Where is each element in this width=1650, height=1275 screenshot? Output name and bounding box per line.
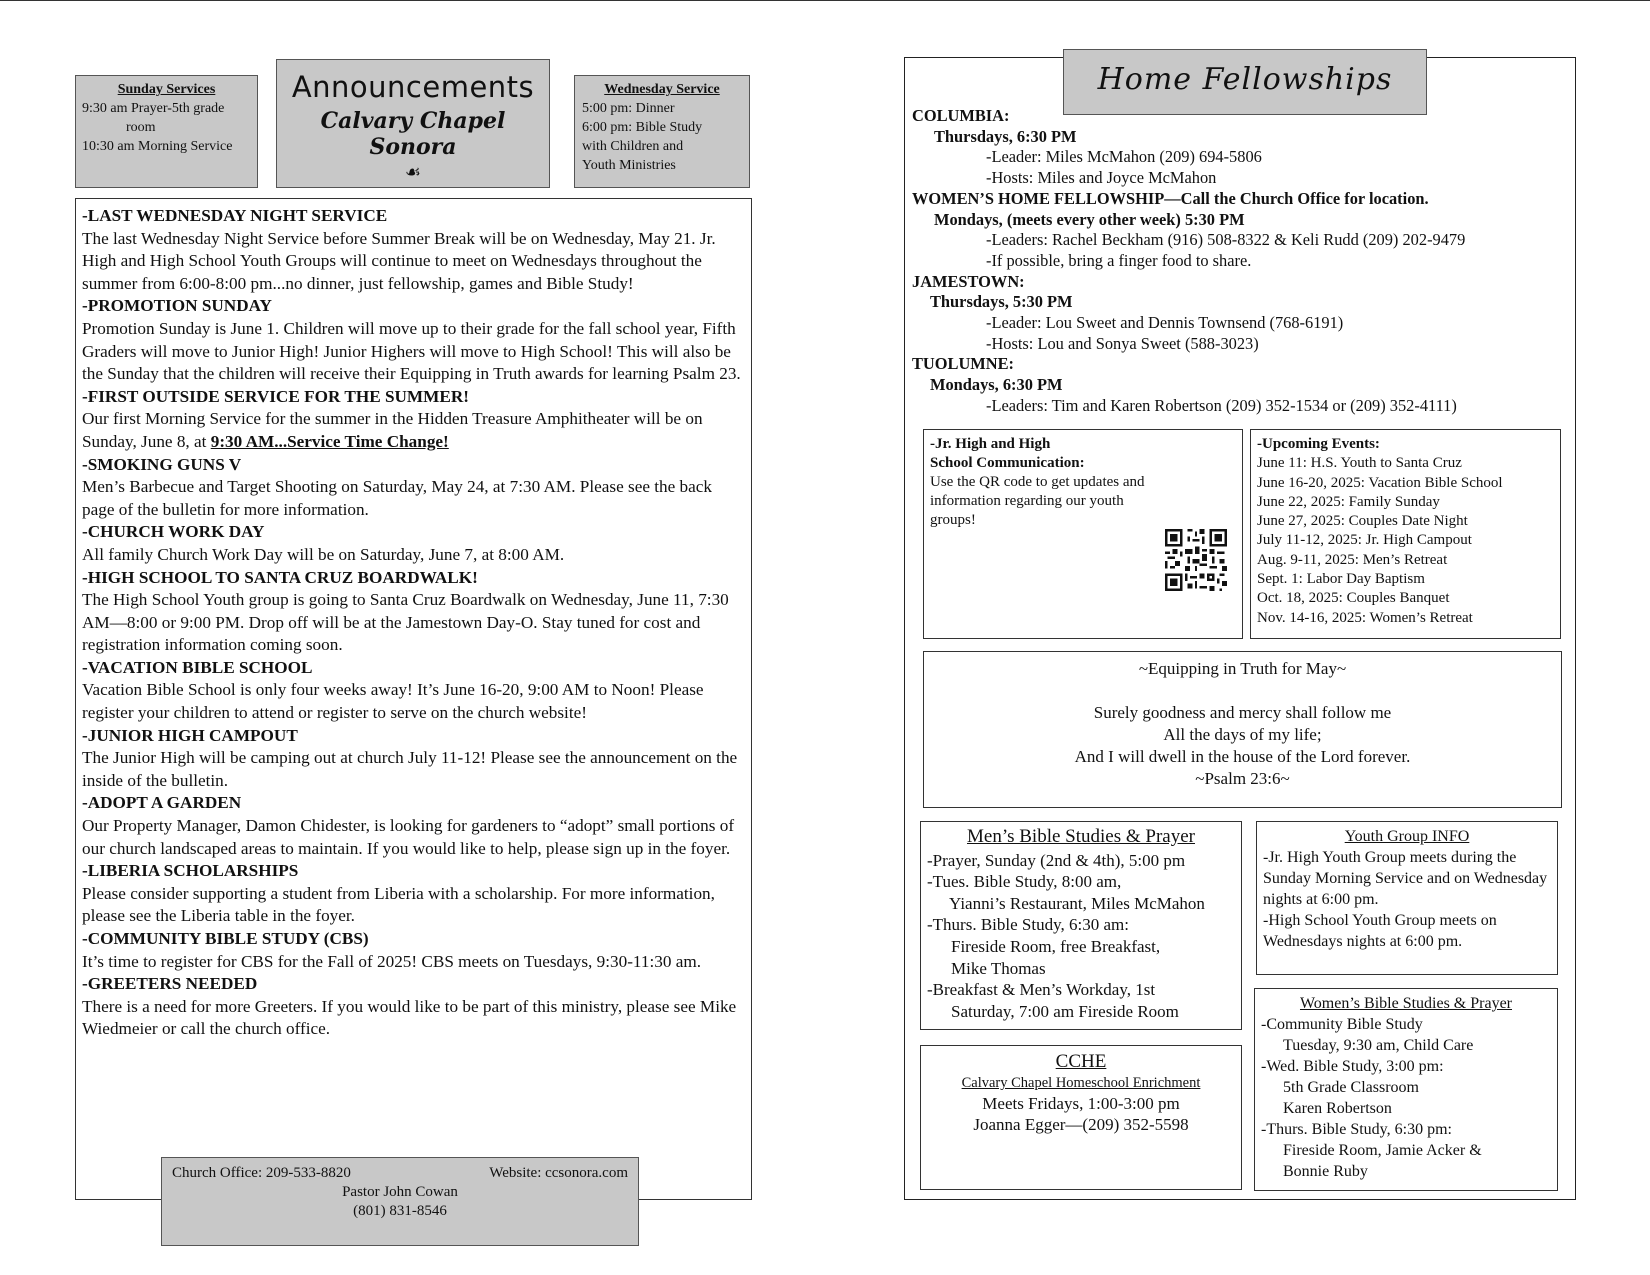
announcement-body: Please consider supporting a student from Liberia with a scholarship. For more information, please see the Liberia table in the foyer. [82,883,715,926]
mens-line: Saturday, 7:00 am Fireside Room [951,1001,1179,1021]
announcement-item [82,973,745,1041]
youth-title: Youth Group INFO [1344,828,1470,845]
announcement-body: It’s time to register for CBS for the Fall of 2025! CBS meets on Tuesdays, 9:30-11:30 am. [82,951,702,971]
fellowship-columbia-leader: -Leader: Miles McMahon (209) 694-5806 [986,147,1262,167]
womens-bible-studies-box [1254,988,1558,1191]
womens-line: 5th Grade Classroom [1283,1079,1419,1096]
sunday-line-2: room [126,120,156,135]
sunday-services-title: Sunday Services [117,82,216,97]
equipping-title: ~Equipping in Truth for May~ [1138,659,1347,678]
fellowship-tuolumne-leaders: -Leaders: Tim and Karen Robertson (209) 352-1534 or (209) 352-4111) [986,395,1457,415]
page-top-rule [0,0,1650,1]
list-item: June 22, 2025: Family Sunday [1257,493,1440,510]
fellowship-tuolumne-name: TUOLUMNE: [912,354,1014,374]
fellowship-womens-leaders: -Leaders: Rachel Beckham (916) 508-8322 & Keli Rudd (209) 202-9479 [986,230,1466,250]
announcement-body: Our first Morning Service for the summer in the Hidden Treasure Amphitheater will be on Sunday, June 8, at [82,409,703,451]
announcement-heading: -SMOKING GUNS V [82,454,242,474]
wednesday-service-box [574,75,750,188]
announcement-heading: -GREETERS NEEDED [82,974,258,994]
ornament-icon: ☙ [404,162,422,182]
qr-code-icon[interactable] [1165,529,1227,591]
list-item: June 11: H.S. Youth to Santa Cruz [1257,455,1462,472]
announcement-item [82,567,745,657]
announcement-item [82,454,745,522]
womens-line: -Thurs. Bible Study, 6:30 pm: [1261,1121,1452,1138]
announcement-body: The Junior High will be camping out at church July 11-12! Please see the announcement on the inside of the bulletin. [82,748,738,790]
announcement-heading: -LIBERIA SCHOLARSHIPS [82,861,299,881]
announcement-heading: -COMMUNITY BIBLE STUDY (CBS) [82,929,369,948]
church-website-link[interactable]: Website: ccsonora.com [489,1165,628,1181]
jr-high-title-1: -Jr. High and High [930,436,1051,452]
fellowship-jamestown-name: JAMESTOWN: [912,271,1025,291]
list-item: July 11-12, 2025: Jr. High Campout [1257,532,1472,549]
office-row [168,1164,632,1183]
announcement-body: The High School Youth group is going to Santa Cruz Boardwalk on Wednesday, June 11, 7:30 AM—8:00 or 9:00 PM. Drop off will be at the Jamestown Day-O. Stay tuned for cost and registration information coming soon. [82,590,729,655]
womens-line: Fireside Room, Jamie Acker & [1283,1142,1482,1159]
announcement-body-wrap [82,408,745,453]
womens-line: Karen Robertson [1283,1100,1392,1117]
upcoming-events-box [1250,429,1561,639]
upcoming-title: -Upcoming Events: [1257,436,1380,452]
fellowship-womens-when: Mondays, (meets every other week) 5:30 PM [934,209,1245,229]
verse-line-2: All the days of my life; [1163,725,1322,744]
cche-box [920,1045,1242,1190]
mens-line: Mike Thomas [951,958,1046,978]
announcement-item [82,928,745,973]
womens-line: -Community Bible Study [1261,1016,1423,1033]
youth-group-info-box [1256,821,1558,975]
cche-contact: Joanna Egger—(209) 352-5598 [973,1115,1189,1134]
home-fellowships-title: Home Fellowships [1063,49,1427,115]
womens-line: Tuesday, 9:30 am, Child Care [1283,1037,1474,1054]
fellowship-jamestown-hosts: -Hosts: Lou and Sonya Sweet (588-3023) [986,333,1259,353]
cche-title: CCHE [1055,1051,1107,1072]
wednesday-line-1: 5:00 pm: Dinner [582,101,675,116]
list-item: June 16-20, 2025: Vacation Bible School [1257,474,1503,491]
spacer [930,680,1555,702]
fellowship-jamestown-when: Thursdays, 5:30 PM [930,292,1073,312]
fellowship-columbia-hosts: -Hosts: Miles and Joyce McMahon [986,168,1217,188]
announcement-item [82,657,745,725]
womens-line: Bonnie Ruby [1283,1163,1368,1180]
jr-high-title-2: School Communication: [930,455,1085,471]
announcement-item [82,386,745,454]
verse-line-3: And I will dwell in the house of the Lord forever. [1074,747,1411,766]
announcement-heading: -HIGH SCHOOL TO SANTA CRUZ BOARDWALK! [82,567,478,587]
wednesday-service-title: Wednesday Service [604,82,720,97]
equipping-in-truth-box [923,651,1562,808]
womens-title: Women’s Bible Studies & Prayer [1299,995,1513,1012]
list-item: Sept. 1: Labor Day Baptism [1257,571,1425,588]
announcements-list [75,198,752,1200]
office-phone: Church Office: 209-533-8820 [172,1165,351,1181]
jr-high-body: Use the QR code to get updates and information regarding our youth groups! [930,474,1145,528]
announcement-item [82,295,745,385]
announcement-body: All family Church Work Day will be on Saturday, June 7, at 8:00 AM. [82,544,565,564]
mens-title: Men’s Bible Studies & Prayer [967,826,1195,847]
youth-paragraph-1: -Jr. High Youth Group meets during the Sunday Morning Service and on Wednesday nights at 6:00 pm. [1263,849,1548,908]
announcement-heading: -ADOPT A GARDEN [82,793,242,813]
mens-line: -Prayer, Sunday (2nd & 4th), 5:00 pm [927,850,1186,870]
list-item: June 27, 2025: Couples Date Night [1257,513,1468,530]
announcement-heading: -VACATION BIBLE SCHOOL [82,657,313,677]
mens-line: -Breakfast & Men’s Workday, 1st [927,980,1156,1000]
cche-subtitle: Calvary Chapel Homeschool Enrichment [961,1075,1201,1091]
announcement-item [82,725,745,793]
wednesday-line-3: with Children and [582,139,684,154]
mens-line: Yianni’s Restaurant, Miles McMahon [949,893,1205,913]
announcement-body: The last Wednesday Night Service before Summer Break will be on Wednesday, May 21. Jr. High and High School Youth Groups will continue to meet on Wednesdays throughout the summer from 6:00-8:00 pm...no dinner, just fellowship, games and Bible Study! [82,228,716,293]
announcement-body: There is a need for more Greeters. If you would like to be part of this ministry, please see Mike Wiedmeier or call the church office. [82,996,737,1039]
announcement-body: Promotion Sunday is June 1. Children will move up to their grade for the fall school year, Fifth Graders will move to Junior High! Junior Highers will move to High School! This will also be the Sunday that the children will receive their Equipping in Truth awards for learning Psalm 23. [82,318,741,384]
announcement-heading: -JUNIOR HIGH CAMPOUT [82,725,298,745]
announcement-body: Our Property Manager, Damon Chidester, is looking for gardeners to “adopt” small portions of our church landscaped areas to maintain. If you would like to help, please sign up in the foyer. [82,816,735,858]
fellowship-tuolumne-when: Mondays, 6:30 PM [930,375,1063,395]
verse-line-1: Surely goodness and mercy shall follow me [1093,703,1392,722]
announcement-heading: -CHURCH WORK DAY [82,522,265,542]
mens-bible-studies-box [920,821,1242,1030]
pastor-name: Pastor John Cowan [342,1184,458,1200]
announcement-body: Vacation Bible School is only four weeks away! It’s June 16-20, 9:00 AM to Noon! Please register your children to attend or register to serve on the church website! [82,680,704,723]
announcement-item [82,860,745,928]
service-time-change: 9:30 AM...Service Time Change! [210,431,449,451]
fellowship-womens-note: -If possible, bring a finger food to share. [986,250,1252,270]
mens-line: Fireside Room, free Breakfast, [951,936,1161,956]
announcement-item [82,792,745,860]
announcement-item [82,521,745,566]
fellowship-jamestown-leader: -Leader: Lou Sweet and Dennis Townsend (768-6191) [986,313,1344,333]
sunday-line-3: 10:30 am Morning Service [82,139,233,154]
fellowship-columbia-when: Thursdays, 6:30 PM [934,126,1077,146]
youth-paragraph-2: -High School Youth Group meets on Wednesdays nights at 6:00 pm. [1263,912,1497,950]
announcements-title: Announcements [291,70,535,104]
church-office-box [161,1157,639,1246]
wednesday-line-4: Youth Ministries [582,158,676,173]
list-item: Aug. 9-11, 2025: Men’s Retreat [1257,551,1448,568]
announcement-body: Men’s Barbecue and Target Shooting on Saturday, May 24, at 7:30 AM. Please see the back page of the bulletin for more information. [82,477,712,519]
verse-reference: ~Psalm 23:6~ [1195,769,1290,788]
sunday-line-1: 9:30 am Prayer-5th grade [82,101,225,116]
announcement-item [82,205,745,295]
mens-line: -Tues. Bible Study, 8:00 am, [927,872,1122,892]
pastor-phone: (801) 831-8546 [353,1203,447,1219]
announcement-heading: -PROMOTION SUNDAY [82,296,272,316]
womens-line: -Wed. Bible Study, 3:00 pm: [1261,1058,1444,1075]
home-fellowships-list [912,106,1572,417]
announcements-header [276,59,550,188]
announcement-heading: -LAST WEDNESDAY NIGHT SERVICE [82,206,388,225]
mens-line: -Thurs. Bible Study, 6:30 am: [927,915,1129,935]
church-name: Calvary Chapel Sonora [320,108,506,160]
fellowship-womens-name: WOMEN’S HOME FELLOWSHIP—Call the Church Office for location. [912,188,1429,208]
announcement-heading: -FIRST OUTSIDE SERVICE FOR THE SUMMER! [82,386,469,406]
list-item: Nov. 14-16, 2025: Women’s Retreat [1257,609,1473,626]
cche-when: Meets Fridays, 1:00-3:00 pm [982,1094,1180,1113]
fellowship-columbia-name: COLUMBIA: [912,106,1010,125]
list-item: Oct. 18, 2025: Couples Banquet [1257,590,1450,607]
wednesday-line-2: 6:00 pm: Bible Study [582,120,703,135]
sunday-services-box [75,75,258,188]
